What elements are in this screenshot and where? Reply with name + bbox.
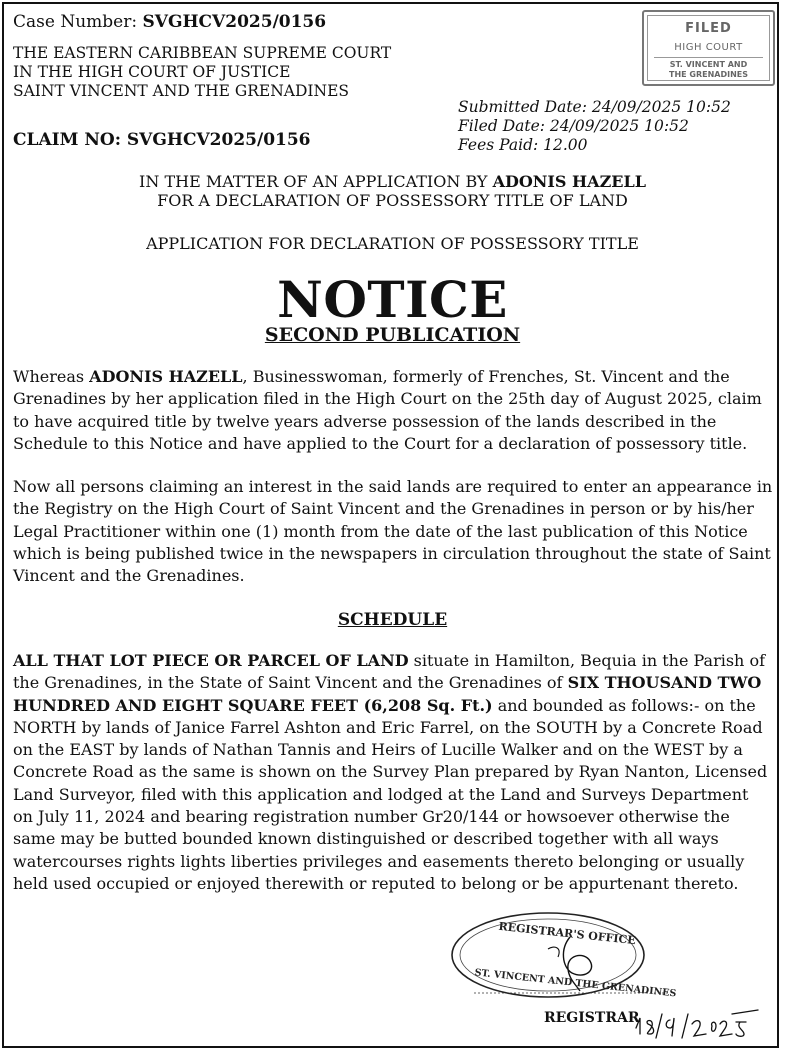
matter-line-1: IN THE MATTER OF AN APPLICATION BY bbox=[139, 172, 493, 191]
registrar-seal bbox=[450, 909, 690, 1009]
claim-number: CLAIM NO: SVGHCV2025/0156 bbox=[13, 130, 311, 150]
seal-top-text: REGISTRAR'S OFFICE bbox=[497, 919, 637, 948]
court-header bbox=[13, 44, 391, 101]
filed-date: Filed Date: 24/09/2025 10:52 bbox=[458, 117, 689, 135]
registrar-label: REGISTRAR bbox=[544, 1010, 640, 1026]
case-number: SVGHCV2025/0156 bbox=[142, 12, 327, 32]
schedule-heading: SCHEDULE bbox=[337, 610, 448, 630]
stamp-location-2: THE GRENADINES bbox=[668, 70, 749, 79]
stamp-location-1: ST. VINCENT AND bbox=[669, 60, 748, 69]
stamp-filed-label: FILED bbox=[685, 21, 732, 36]
submitted-date: Submitted Date: 24/09/2025 10:52 bbox=[458, 98, 731, 116]
schedule-text: ALL THAT LOT PIECE OR PARCEL OF LAND situate in Hamilton, Bequia in the Parish of the Grenadines, in the State of Saint Vincent and the Grenadines of SIX THOUSAND TWO HUNDRED AND EIGHT SQUARE FEET (6,208 Sq. Ft.) and bounded as follows:- on the NORTH by lands of Janice Farrel Ashton and Eric Farrel, on the SOUTH by a Concrete Road on the EAST by lands of Nathan Tannis and Heirs of Lucille Walker and on the WEST by a Concrete Road as the same is shown on the Survey Plan prepared by Ryan Nanton, Licensed Land Surveyor, filed with this application and lodged at the Land and Surveys Department on July 11, 2024 and bearing registration number Gr20/144 or howsoever otherwise the same may be butted bounded known distinguished or described together with all ways watercourses rights lights liberties privileges and easements thereto belonging or usually held used occupied or enjoyed therewith or reputed to belong or be appurtenant thereto. bbox=[13, 651, 768, 893]
schedule-area: SIX THOUSAND TWO HUNDRED AND EIGHT SQUARE FEET (6,208 Sq. Ft.) bbox=[13, 673, 762, 715]
matter-line-2: FOR A DECLARATION OF POSSESSORY TITLE OF LAND bbox=[157, 191, 628, 210]
court-line-2: IN THE HIGH COURT OF JUSTICE bbox=[13, 63, 291, 81]
notice-page bbox=[2, 2, 779, 1048]
paragraph-now-all-persons: Now all persons claiming an interest in the said lands are required to enter an appearance in the Registry on the High Court of Saint Vincent and the Grenadines in person or by his/her Legal Practitioner within one (1) month from the date of the last publication of this Notice which is being published twice in the newspapers in circulation throughout the state of Saint Vincent and the Grenadines. bbox=[13, 477, 773, 586]
fees-paid: Fees Paid: 12.00 bbox=[458, 136, 588, 154]
stamp-court-label: HIGH COURT bbox=[674, 42, 743, 53]
case-number-line bbox=[13, 12, 326, 32]
handwritten-date bbox=[632, 1004, 764, 1040]
filing-details bbox=[458, 98, 731, 155]
paragraph-whereas: Whereas ADONIS HAZELL, Businesswoman, formerly of Frenches, St. Vincent and the Grenadines by her application filed in the High Court on the 25th day of August 2025, claim to have acquired title by twelve years adverse possession of the lands described in the Schedule to this Notice and have applied to the Court for a declaration of possessory title. bbox=[13, 367, 762, 453]
publication-subtitle: SECOND PUBLICATION bbox=[264, 324, 521, 346]
schedule-lead: ALL THAT LOT PIECE OR PARCEL OF LAND bbox=[13, 651, 409, 670]
matter-heading bbox=[4, 172, 781, 210]
court-line-1: THE EASTERN CARIBBEAN SUPREME COURT bbox=[13, 44, 392, 62]
seal-bottom-text: ST. VINCENT AND THE GRENADINES bbox=[474, 967, 677, 1000]
applicant-name: ADONIS HAZELL bbox=[492, 172, 646, 191]
applicant-name-inline: ADONIS HAZELL bbox=[89, 367, 243, 386]
court-line-3: SAINT VINCENT AND THE GRENADINES bbox=[13, 82, 350, 100]
application-title: APPLICATION FOR DECLARATION OF POSSESSORY TITLE bbox=[146, 234, 639, 253]
case-number-label: Case Number: bbox=[13, 12, 143, 32]
notice-title: NOTICE bbox=[277, 270, 508, 329]
filed-stamp bbox=[642, 10, 775, 86]
